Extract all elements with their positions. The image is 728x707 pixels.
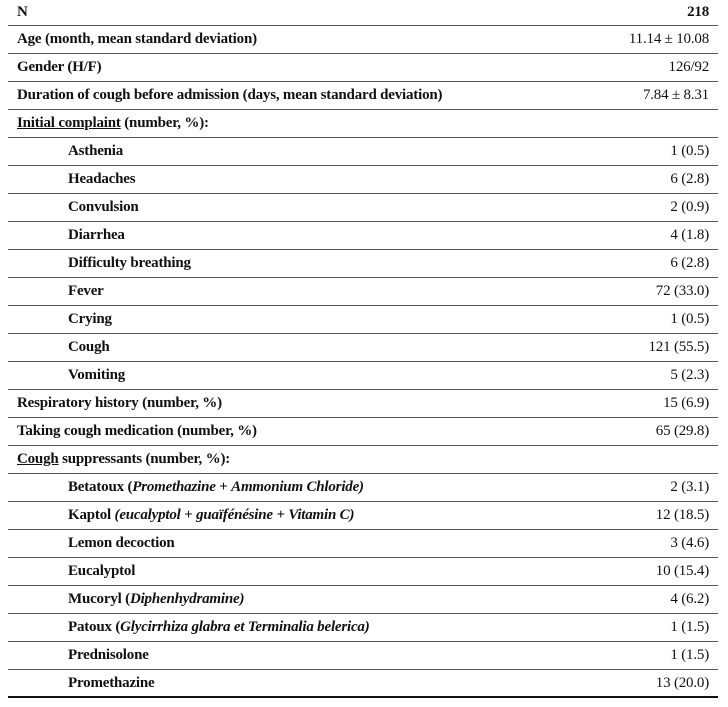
row-value: 1 (0.5) [670, 143, 709, 159]
table-row [8, 222, 718, 250]
row-value: 4 (1.8) [670, 227, 709, 243]
row-label [68, 591, 244, 608]
row-label: Vomiting [68, 367, 126, 383]
row-label: Respiratory history (number, %) [17, 395, 222, 411]
table-row [8, 670, 718, 698]
section-label-rest: (number, %): [120, 115, 209, 131]
label-part-italic: Vitamin C) [288, 507, 355, 523]
table-row-age [8, 26, 718, 54]
row-value: 72 (33.0) [655, 283, 709, 299]
label-part: Betatoux ( [68, 479, 133, 495]
table-row [8, 614, 718, 642]
row-label: Age (month, mean standard deviation) [17, 31, 257, 47]
section-label-underlined: Initial complaint [17, 115, 121, 131]
row-value: 13 (20.0) [655, 674, 709, 691]
row-label: Gender (H/F) [17, 59, 102, 75]
row-label: Promethazine [68, 674, 155, 691]
table-row-n [8, 0, 718, 26]
table-row [8, 502, 718, 530]
label-part-italic: (eucalyptol [114, 507, 181, 523]
table-row-duration [8, 82, 718, 110]
section-label [17, 115, 209, 132]
table-row [8, 642, 718, 670]
section-label [17, 451, 230, 468]
label-part: Patoux ( [68, 619, 121, 635]
row-value: 2 (3.1) [670, 479, 709, 495]
row-label: Taking cough medication (number, %) [17, 423, 257, 439]
table-row [8, 166, 718, 194]
row-label: Convulsion [68, 199, 139, 215]
row-value: 1 (1.5) [670, 647, 709, 663]
section-header-initial-complaint [8, 110, 718, 138]
row-value: 12 (18.5) [655, 507, 709, 523]
row-value: 5 (2.3) [670, 367, 709, 383]
label-part-italic: guaïfénésine [196, 507, 273, 523]
row-value: 6 (2.8) [670, 171, 709, 187]
label-part: Kaptol [68, 507, 115, 523]
section-header-cough-suppressants [8, 446, 718, 474]
label-part: + [215, 479, 232, 495]
row-label: Asthenia [68, 143, 124, 159]
row-value: 4 (6.2) [670, 591, 709, 607]
row-label [68, 619, 370, 636]
row-label: Fever [68, 283, 104, 299]
row-value: 1 (1.5) [670, 619, 709, 635]
row-label: Lemon decoction [68, 535, 175, 551]
row-label: Difficulty breathing [68, 255, 191, 271]
table-row [8, 558, 718, 586]
row-value: 121 (55.5) [648, 339, 709, 355]
table-row-respiratory-history [8, 390, 718, 418]
row-label: N [17, 4, 28, 20]
row-value: 15 (6.9) [663, 395, 709, 411]
row-label [68, 479, 364, 496]
row-label: Cough [68, 339, 110, 355]
label-part: Mucoryl ( [68, 591, 130, 607]
table-row [8, 334, 718, 362]
row-value: 2 (0.9) [670, 199, 709, 215]
table-row [8, 474, 718, 502]
row-label: Headaches [68, 171, 136, 187]
label-part-italic: Ammonium Chloride) [231, 479, 364, 495]
row-value: 6 (2.8) [670, 255, 709, 271]
row-value: 11.14 ± 10.08 [628, 31, 709, 47]
row-label: Crying [68, 311, 112, 327]
section-label-underlined: Cough [17, 451, 59, 467]
table-row [8, 306, 718, 334]
row-value: 10 (15.4) [655, 563, 709, 579]
table-row [8, 362, 718, 390]
label-part-italic: Promethazine [132, 479, 216, 495]
characteristics-table [8, 0, 718, 698]
row-value: 1 (0.5) [670, 311, 709, 327]
row-label: Eucalyptol [68, 563, 136, 579]
table-row [8, 586, 718, 614]
row-label: Duration of cough before admission (days, mean standard deviation) [17, 87, 443, 103]
label-part: + [272, 507, 289, 523]
table-row [8, 278, 718, 306]
section-label-rest: suppressants (number, %): [58, 451, 231, 467]
row-value: 3 (4.6) [670, 535, 709, 551]
label-part-italic: Glycirrhiza glabra et Terminalia belerica) [120, 619, 370, 635]
row-value: 126/92 [668, 59, 709, 75]
label-part-italic: Diphenhydramine) [129, 591, 245, 607]
row-label: Diarrhea [68, 227, 125, 243]
table-row-gender [8, 54, 718, 82]
row-value: 7.84 ± 8.31 [642, 87, 709, 103]
label-part: + [180, 507, 197, 523]
row-label [68, 507, 354, 524]
row-value: 65 (29.8) [655, 423, 709, 439]
table-row [8, 138, 718, 166]
row-value: 218 [687, 4, 709, 20]
table-row-cough-medication [8, 418, 718, 446]
table-row [8, 194, 718, 222]
table-row [8, 250, 718, 278]
row-label: Prednisolone [68, 647, 149, 663]
table-row [8, 530, 718, 558]
